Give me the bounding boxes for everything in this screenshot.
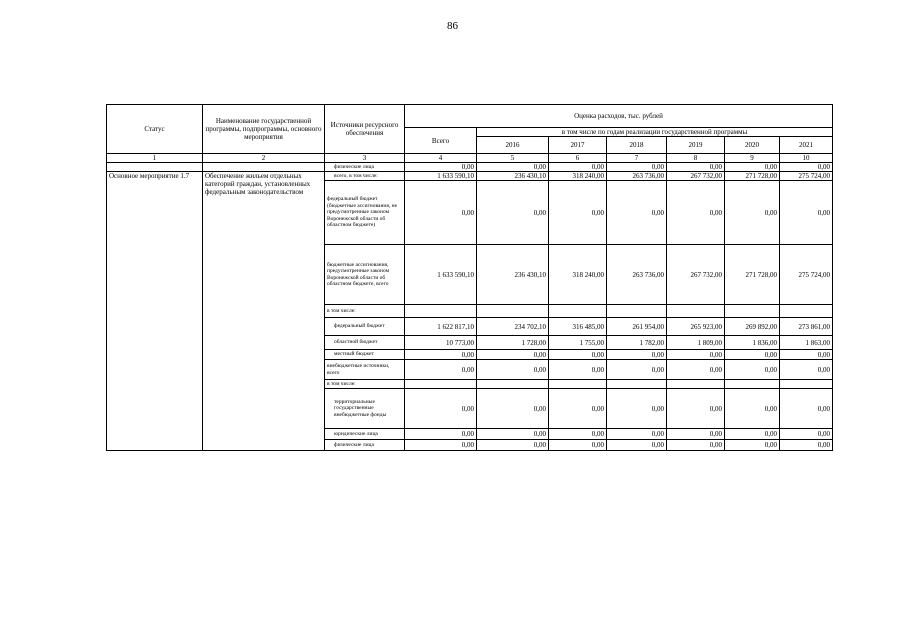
value-cell: 0,00 xyxy=(667,429,725,440)
header-year-2016: 2016 xyxy=(477,137,549,154)
header-total: Всего xyxy=(405,128,477,154)
column-number: 2 xyxy=(203,154,325,163)
value-cell: 269 892,00 xyxy=(725,318,780,336)
value-cell: 271 728,00 xyxy=(725,172,780,181)
column-number: 3 xyxy=(325,154,405,163)
page-number: 86 xyxy=(447,20,458,32)
value-cell: 0,00 xyxy=(607,350,667,360)
value-cell: 0,00 xyxy=(667,350,725,360)
header-status: Статус xyxy=(107,105,203,154)
value-cell xyxy=(667,380,725,389)
header-by-years: в том числе по годам реализации государственной программы xyxy=(477,128,833,137)
value-cell: 263 736,00 xyxy=(607,245,667,305)
value-cell: 0,00 xyxy=(477,429,549,440)
column-number: 7 xyxy=(607,154,667,163)
value-cell xyxy=(477,305,549,318)
source-cell: областной бюджет xyxy=(325,336,405,350)
value-cell: 318 240,00 xyxy=(549,245,607,305)
value-cell: 0,00 xyxy=(780,163,833,172)
value-cell: 0,00 xyxy=(607,440,667,451)
value-cell: 0,00 xyxy=(780,389,833,429)
value-cell: 275 724,00 xyxy=(780,245,833,305)
value-cell xyxy=(549,305,607,318)
value-cell: 0,00 xyxy=(549,181,607,245)
value-cell: 1 809,00 xyxy=(667,336,725,350)
value-cell: 0,00 xyxy=(405,360,477,380)
value-cell xyxy=(405,305,477,318)
value-cell xyxy=(549,380,607,389)
value-cell: 318 240,00 xyxy=(549,172,607,181)
value-cell xyxy=(667,305,725,318)
table-row-carry-over xyxy=(107,163,833,172)
value-cell: 0,00 xyxy=(780,429,833,440)
value-cell xyxy=(607,380,667,389)
value-cell: 0,00 xyxy=(477,181,549,245)
value-cell: 0,00 xyxy=(549,350,607,360)
value-cell: 1 755,00 xyxy=(549,336,607,350)
header-year-2018: 2018 xyxy=(607,137,667,154)
value-cell xyxy=(725,380,780,389)
value-cell xyxy=(780,305,833,318)
value-cell: 0,00 xyxy=(725,389,780,429)
value-cell: 0,00 xyxy=(607,181,667,245)
value-cell: 0,00 xyxy=(549,389,607,429)
column-number: 9 xyxy=(725,154,780,163)
value-cell: 0,00 xyxy=(725,440,780,451)
header-estimate: Оценка расходов, тыс. рублей xyxy=(405,105,833,128)
value-cell: 0,00 xyxy=(607,163,667,172)
value-cell: 0,00 xyxy=(725,163,780,172)
source-cell: федеральный бюджет xyxy=(325,318,405,336)
header-year-2017: 2017 xyxy=(549,137,607,154)
value-cell: 10 773,00 xyxy=(405,336,477,350)
name-cell: Обеспечение жильем отдельных категорий граждан, установленных федеральным законодательством xyxy=(203,172,325,451)
value-cell: 263 736,00 xyxy=(607,172,667,181)
value-cell: 316 485,00 xyxy=(549,318,607,336)
source-cell: внебюджетные источники, всего xyxy=(325,360,405,380)
status-cell: Основное мероприятие 1.7 xyxy=(107,172,203,451)
value-cell: 1 728,00 xyxy=(477,336,549,350)
value-cell: 0,00 xyxy=(607,389,667,429)
value-cell: 234 702,10 xyxy=(477,318,549,336)
value-cell: 0,00 xyxy=(477,440,549,451)
value-cell: 0,00 xyxy=(780,360,833,380)
empty-status-cell xyxy=(107,163,203,172)
value-cell: 0,00 xyxy=(549,360,607,380)
value-cell: 0,00 xyxy=(725,429,780,440)
value-cell: 0,00 xyxy=(549,440,607,451)
value-cell: 267 732,00 xyxy=(667,172,725,181)
value-cell: 0,00 xyxy=(405,429,477,440)
value-cell: 265 923,00 xyxy=(667,318,725,336)
column-number: 8 xyxy=(667,154,725,163)
column-number: 4 xyxy=(405,154,477,163)
value-cell: 267 732,00 xyxy=(667,245,725,305)
value-cell: 1 782,00 xyxy=(607,336,667,350)
value-cell: 0,00 xyxy=(405,163,477,172)
value-cell: 0,00 xyxy=(725,350,780,360)
value-cell: 0,00 xyxy=(477,360,549,380)
header-year-2020: 2020 xyxy=(725,137,780,154)
column-number: 10 xyxy=(780,154,833,163)
value-cell: 0,00 xyxy=(667,163,725,172)
source-cell: юридические лица xyxy=(325,429,405,440)
value-cell: 0,00 xyxy=(477,163,549,172)
source-cell: всего, в том числе: xyxy=(325,172,405,181)
value-cell: 271 728,00 xyxy=(725,245,780,305)
value-cell: 1 863,00 xyxy=(780,336,833,350)
value-cell: 0,00 xyxy=(607,360,667,380)
table-row xyxy=(107,172,833,181)
header-column-numbers-row xyxy=(107,154,833,163)
empty-name-cell xyxy=(203,163,325,172)
value-cell: 0,00 xyxy=(549,163,607,172)
header-name: Наименование государственной программы, подпрограммы, основного мероприятия xyxy=(203,105,325,154)
budget-table xyxy=(106,104,833,451)
value-cell: 0,00 xyxy=(780,350,833,360)
value-cell xyxy=(607,305,667,318)
value-cell: 0,00 xyxy=(667,389,725,429)
value-cell: 0,00 xyxy=(725,181,780,245)
value-cell: 0,00 xyxy=(405,350,477,360)
value-cell: 0,00 xyxy=(725,360,780,380)
source-cell: физические лица xyxy=(325,163,405,172)
source-cell: в том числе: xyxy=(325,380,405,389)
value-cell: 0,00 xyxy=(405,389,477,429)
source-cell: местный бюджет xyxy=(325,350,405,360)
value-cell: 0,00 xyxy=(405,440,477,451)
source-cell: федеральный бюджет (бюджетные ассигнования, не предусмотренные законом Воронежской области об областном бюджете) xyxy=(325,181,405,245)
value-cell: 0,00 xyxy=(477,389,549,429)
value-cell: 261 954,00 xyxy=(607,318,667,336)
column-number: 1 xyxy=(107,154,203,163)
source-cell: в том числе: xyxy=(325,305,405,318)
value-cell: 1 622 817,10 xyxy=(405,318,477,336)
value-cell xyxy=(780,380,833,389)
value-cell: 236 430,10 xyxy=(477,172,549,181)
value-cell: 0,00 xyxy=(549,429,607,440)
value-cell: 1 633 590,10 xyxy=(405,172,477,181)
value-cell xyxy=(477,380,549,389)
value-cell: 0,00 xyxy=(667,360,725,380)
header-year-2021: 2021 xyxy=(780,137,833,154)
header-sources: Источники ресурсного обеспечения xyxy=(325,105,405,154)
value-cell xyxy=(725,305,780,318)
value-cell: 0,00 xyxy=(477,350,549,360)
source-cell: бюджетные ассигнования, предусмотренные законом Воронежской области об областном бюджете, всего xyxy=(325,245,405,305)
source-cell: физические лица xyxy=(325,440,405,451)
value-cell: 0,00 xyxy=(667,181,725,245)
value-cell: 1 836,00 xyxy=(725,336,780,350)
header-year-2019: 2019 xyxy=(667,137,725,154)
value-cell: 236 430,10 xyxy=(477,245,549,305)
value-cell: 0,00 xyxy=(780,181,833,245)
value-cell: 275 724,00 xyxy=(780,172,833,181)
value-cell: 0,00 xyxy=(780,440,833,451)
value-cell xyxy=(405,380,477,389)
value-cell: 273 861,00 xyxy=(780,318,833,336)
source-cell: территориальные государственные внебюджетные фонды xyxy=(325,389,405,429)
value-cell: 1 633 590,10 xyxy=(405,245,477,305)
value-cell: 0,00 xyxy=(405,181,477,245)
value-cell: 0,00 xyxy=(607,429,667,440)
value-cell: 0,00 xyxy=(667,440,725,451)
column-number: 5 xyxy=(477,154,549,163)
column-number: 6 xyxy=(549,154,607,163)
